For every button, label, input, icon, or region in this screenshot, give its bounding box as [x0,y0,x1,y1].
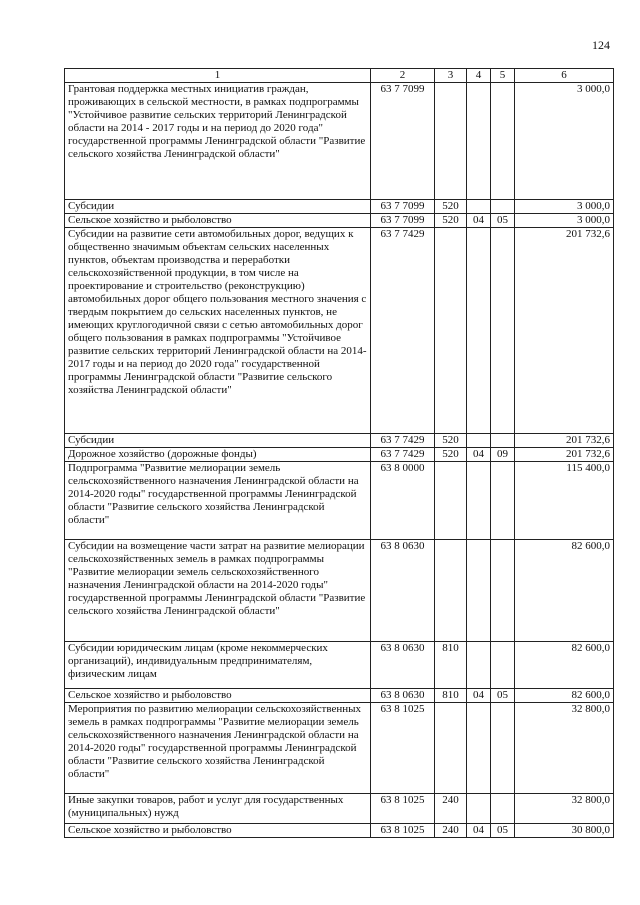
row-amount: 3 000,0 [515,214,614,228]
row-expense-type: 810 [435,642,467,689]
row-target-code: 63 7 7429 [371,448,435,462]
table-row [65,794,614,824]
row-subsection [491,434,515,448]
row-name: Субсидии на возмещение части затрат на развитие мелиорации сельскохозяйственных земель в рамках подпрограммы "Развитие мелиорации земель сельскохозяйственного назначения Ленинградской области на 2014-2020 годы" государственной программы Ленинградской области "Развитие сельского хозяйства Ленинградской области" [65,540,371,642]
row-expense-type: 520 [435,434,467,448]
row-amount: 201 732,6 [515,448,614,462]
row-expense-type: 240 [435,824,467,838]
row-name: Мероприятия по развитию мелиорации сельскохозяйственных земель в рамках подпрограммы "Развитие мелиорации земель сельскохозяйственного назначения Ленинградской области на 2014-2020 годы" государственной программы Ленинградской области "Развитие сельского хозяйства Ленинградской области" [65,703,371,794]
row-amount: 201 732,6 [515,228,614,434]
row-amount: 82 600,0 [515,540,614,642]
row-expense-type: 520 [435,200,467,214]
row-name: Сельское хозяйство и рыболовство [65,214,371,228]
row-subsection: 05 [491,689,515,703]
table-row [65,434,614,448]
row-amount: 32 800,0 [515,794,614,824]
row-amount: 32 800,0 [515,703,614,794]
column-header: 3 [435,69,467,83]
row-section [467,642,491,689]
row-name: Субсидии [65,434,371,448]
row-section [467,83,491,200]
row-section: 04 [467,214,491,228]
row-expense-type: 520 [435,214,467,228]
page-number: 124 [592,38,610,52]
row-target-code: 63 8 0630 [371,540,435,642]
row-amount: 201 732,6 [515,434,614,448]
column-header: 1 [65,69,371,83]
row-amount: 82 600,0 [515,642,614,689]
row-name: Субсидии на развитие сети автомобильных дорог, ведущих к общественно значимым объектам сельских населенных пунктов, объектам производства и переработки сельскохозяйственной продукции, в том числе на проектирование и строительство (реконструкцию) автомобильных дорог общего пользования местного значения с твердым покрытием до сельских населенных пунктов, не имеющих круглогодичной связи с сетью автомобильных дорог общего пользования в рамках подпрограммы "Устойчивое развитие сельских территорий Ленинградской области на 2014-2017 годы и на период до 2020 года" государственной программы Ленинградской области "Развитие сельского хозяйства Ленинградской области" [65,228,371,434]
row-section [467,540,491,642]
table-header-row [65,69,614,83]
row-name: Сельское хозяйство и рыболовство [65,824,371,838]
row-subsection [491,462,515,540]
row-target-code: 63 8 0630 [371,689,435,703]
table-row [65,214,614,228]
row-name: Грантовая поддержка местных инициатив граждан, проживающих в сельской местности, в рамках подпрограммы "Устойчивое развитие сельских территорий Ленинградской области на 2014 - 2017 годы и на период до 2020 года" государственной программы Ленинградской области "Развитие сельского хозяйства Ленинградской области" [65,83,371,200]
table-row [65,228,614,434]
table-row [65,540,614,642]
row-target-code: 63 8 1025 [371,794,435,824]
row-name: Подпрограмма "Развитие мелиорации земель сельскохозяйственного назначения Ленинградской области на 2014-2020 годы" государственной программы Ленинградской области "Развитие сельского хозяйства Ленинградской области" [65,462,371,540]
row-target-code: 63 7 7099 [371,83,435,200]
row-expense-type: 240 [435,794,467,824]
row-subsection [491,228,515,434]
row-amount: 82 600,0 [515,689,614,703]
row-section [467,200,491,214]
row-subsection: 09 [491,448,515,462]
row-subsection: 05 [491,214,515,228]
table-row [65,689,614,703]
row-name: Субсидии юридическим лицам (кроме некоммерческих организаций), индивидуальным предпринимателям, физическим лицам [65,642,371,689]
row-expense-type [435,462,467,540]
row-section [467,228,491,434]
row-name: Субсидии [65,200,371,214]
row-expense-type: 520 [435,448,467,462]
row-amount: 3 000,0 [515,83,614,200]
row-section [467,794,491,824]
row-amount: 115 400,0 [515,462,614,540]
row-subsection [491,794,515,824]
row-section: 04 [467,824,491,838]
budget-table [64,68,614,838]
table-row [65,462,614,540]
row-target-code: 63 8 1025 [371,824,435,838]
table-row [65,703,614,794]
row-expense-type [435,228,467,434]
column-header: 5 [491,69,515,83]
column-header: 6 [515,69,614,83]
row-target-code: 63 8 1025 [371,703,435,794]
table-row [65,83,614,200]
table-row [65,642,614,689]
row-name: Дорожное хозяйство (дорожные фонды) [65,448,371,462]
row-target-code: 63 7 7099 [371,200,435,214]
row-target-code: 63 8 0000 [371,462,435,540]
row-name: Сельское хозяйство и рыболовство [65,689,371,703]
row-section [467,703,491,794]
row-subsection [491,703,515,794]
row-target-code: 63 7 7429 [371,434,435,448]
row-amount: 3 000,0 [515,200,614,214]
row-subsection: 05 [491,824,515,838]
row-section: 04 [467,448,491,462]
row-target-code: 63 7 7099 [371,214,435,228]
column-header: 4 [467,69,491,83]
row-name: Иные закупки товаров, работ и услуг для государственных (муниципальных) нужд [65,794,371,824]
table-row [65,200,614,214]
table-row [65,824,614,838]
row-target-code: 63 7 7429 [371,228,435,434]
column-header: 2 [371,69,435,83]
row-subsection [491,642,515,689]
row-expense-type [435,83,467,200]
row-subsection [491,200,515,214]
row-expense-type [435,703,467,794]
row-target-code: 63 8 0630 [371,642,435,689]
row-amount: 30 800,0 [515,824,614,838]
row-section [467,434,491,448]
row-subsection [491,83,515,200]
row-expense-type: 810 [435,689,467,703]
row-section [467,462,491,540]
row-subsection [491,540,515,642]
table-row [65,448,614,462]
row-expense-type [435,540,467,642]
row-section: 04 [467,689,491,703]
